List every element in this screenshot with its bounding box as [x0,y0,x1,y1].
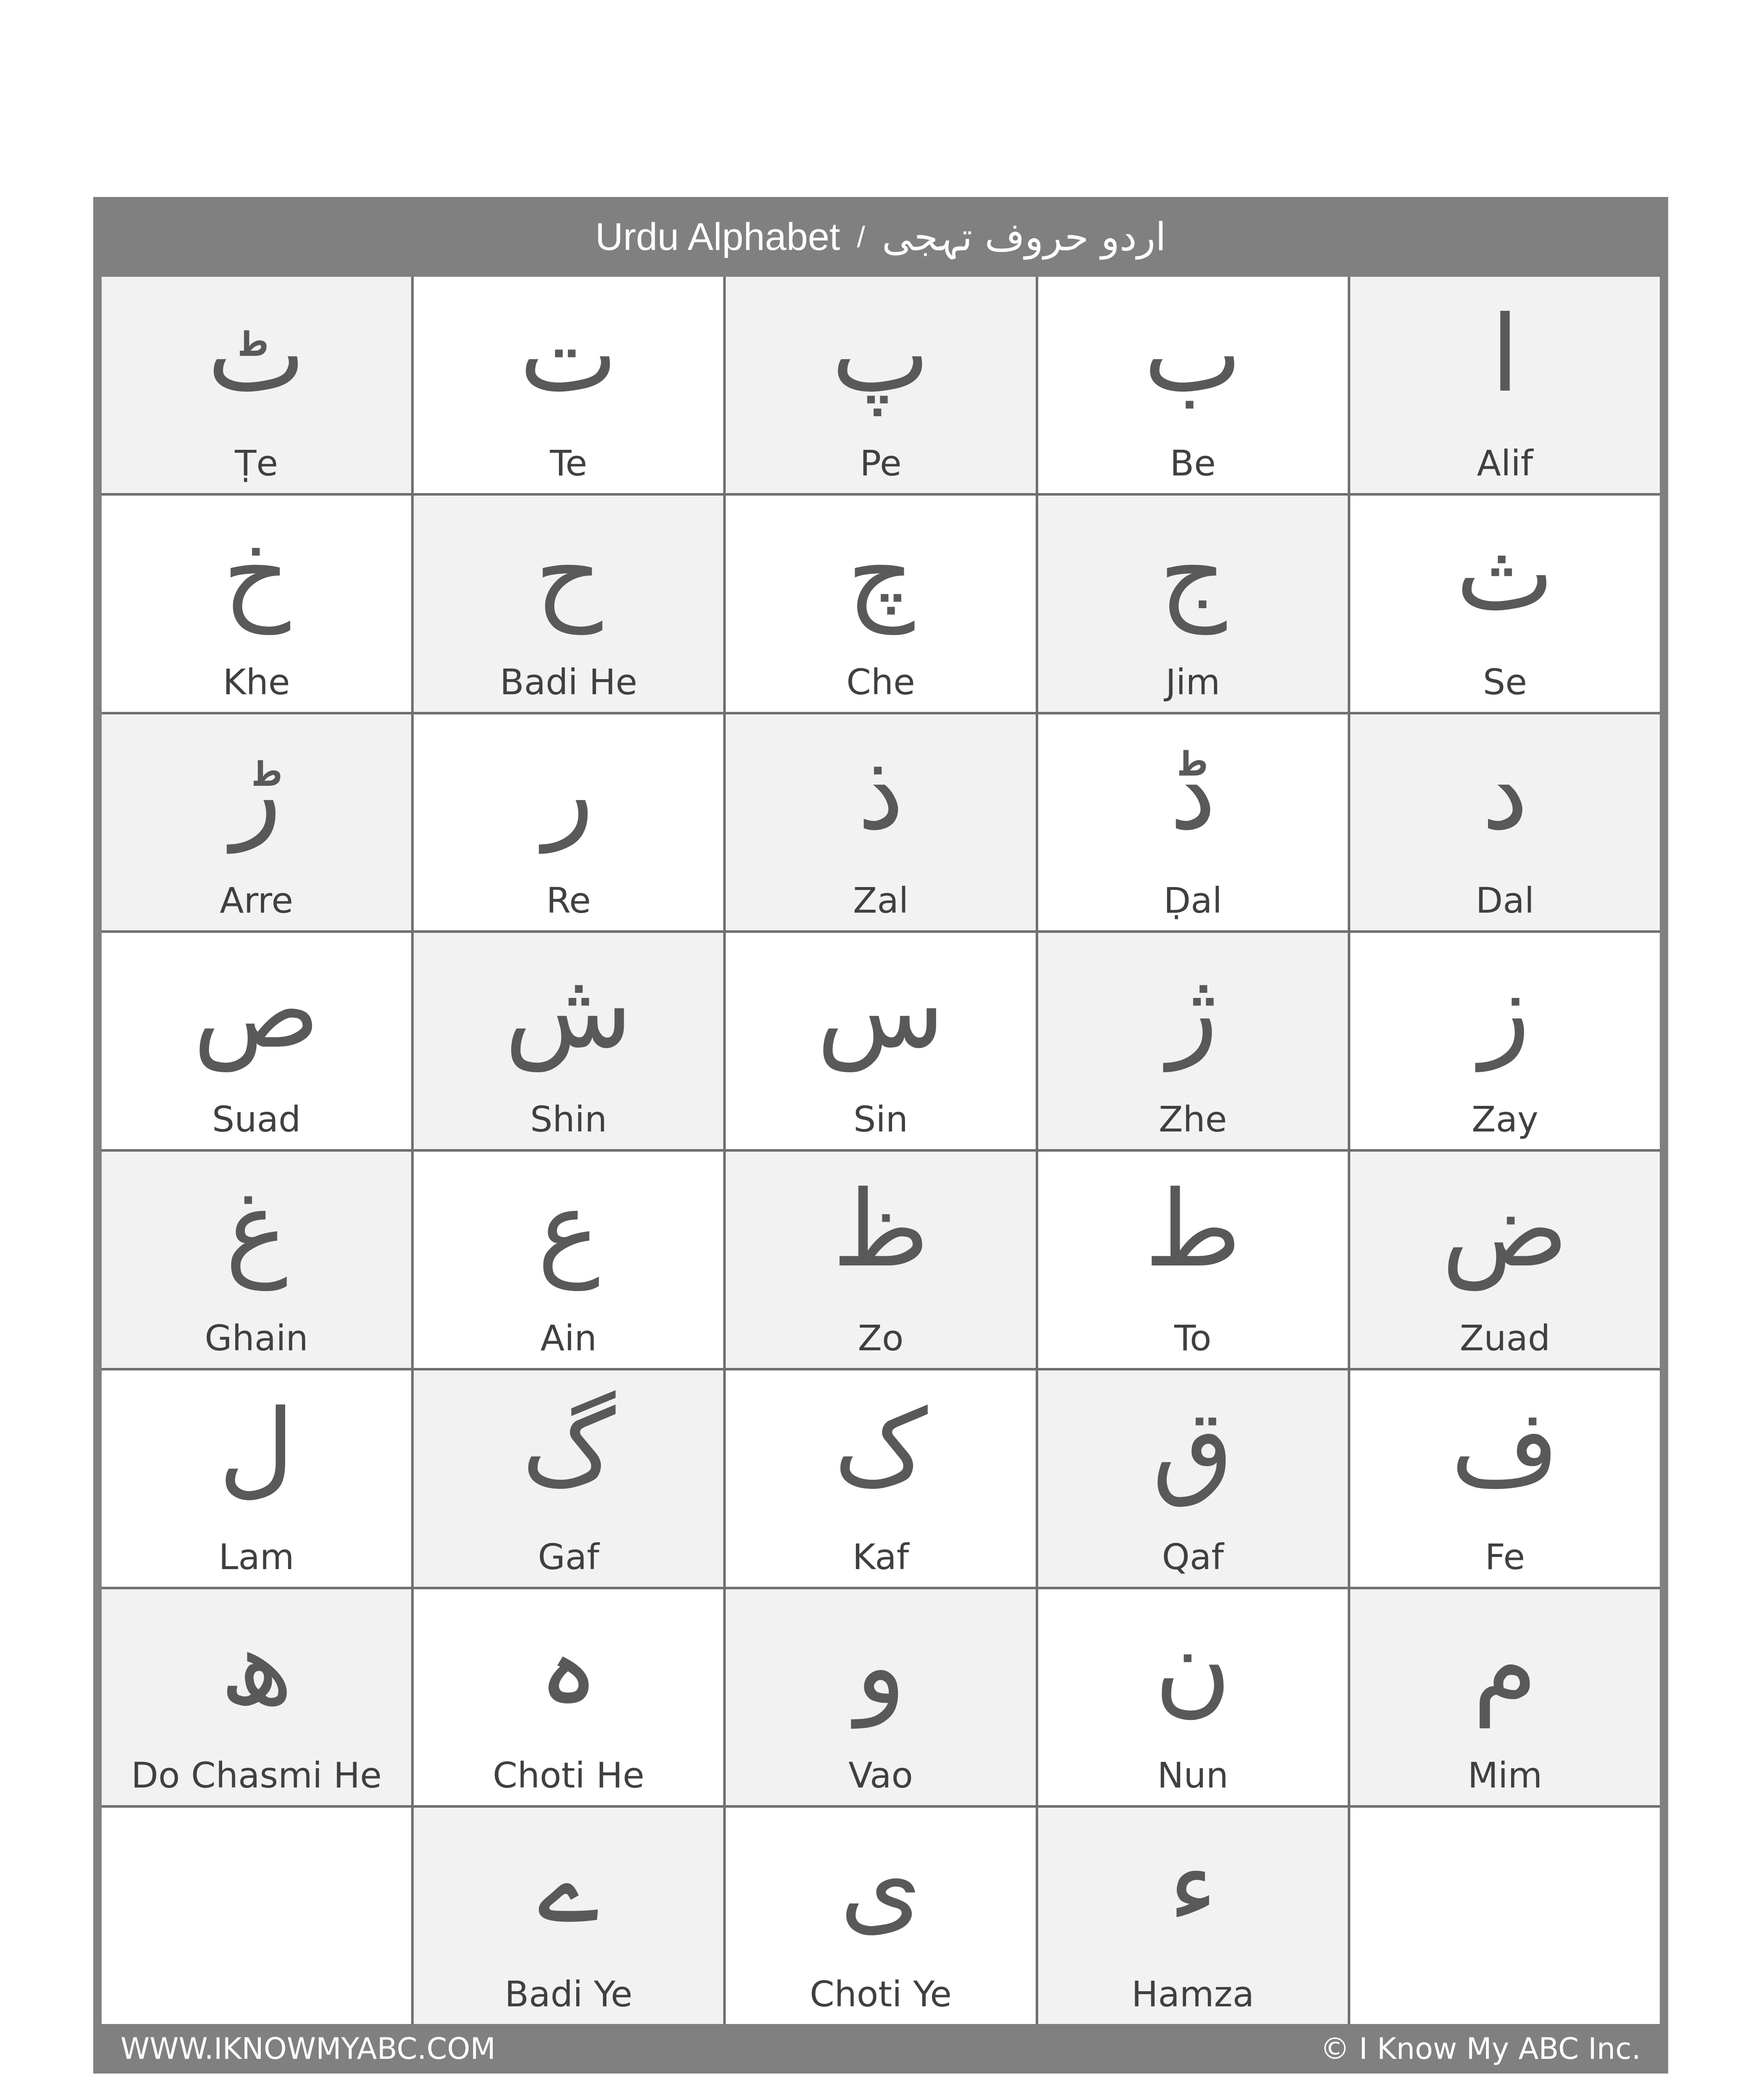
letter-cell [1038,714,1348,931]
letter-grid [102,277,1660,2024]
letter-glyph: ض [1441,1168,1569,1290]
letter-glyph: ک [834,1386,928,1509]
letter-glyph: ڑ [231,730,282,853]
letter-glyph: ب [1143,293,1242,415]
letter-name: Sin [853,1099,908,1140]
letter-cell [1350,714,1660,931]
letter-name: To [1174,1317,1212,1359]
letter-glyph: ء [1168,1824,1218,1947]
letter-name: Pe [860,442,902,484]
letter-cell [102,496,411,712]
letter-glyph: ص [193,949,320,1072]
letter-name: Fe [1485,1536,1525,1578]
letter-cell [726,1370,1035,1587]
letter-name: Zay [1472,1099,1538,1140]
letter-cell [1350,1589,1660,1806]
letter-cell [414,1370,723,1587]
letter-glyph: ٹ [207,293,306,415]
letter-cell [726,1808,1035,2024]
letter-glyph: ن [1154,1605,1231,1728]
letter-glyph: ی [840,1824,922,1947]
letter-name: Ghain [205,1317,308,1359]
title-english: Urdu Alphabet [595,215,840,258]
letter-glyph: غ [225,1168,288,1290]
letter-glyph: ث [1455,512,1555,634]
letter-name: Suad [212,1099,301,1140]
letter-cell [1350,496,1660,712]
letter-name: Se [1483,661,1527,703]
letter-cell [1038,277,1348,493]
letter-name: Jim [1165,661,1220,703]
letter-glyph: ز [1480,949,1530,1072]
letter-glyph: ذ [857,730,904,853]
chart-header [93,197,1668,277]
letter-glyph: ھ [220,1605,293,1728]
letter-name: Kaf [852,1536,909,1578]
letter-name: Badi Ye [504,1974,632,2015]
letter-cell [102,1152,411,1368]
letter-glyph: ع [537,1168,600,1290]
letter-glyph: ف [1450,1386,1559,1509]
letter-glyph: پ [831,293,930,415]
letter-name: Be [1170,442,1216,484]
letter-name: Zo [858,1317,904,1359]
letter-cell [414,496,723,712]
letter-name: Nun [1157,1755,1228,1796]
letter-cell [414,933,723,1149]
letter-cell [414,714,723,931]
letter-glyph: ش [504,949,633,1072]
letter-cell [414,1808,723,2024]
letter-glyph: ا [1490,293,1520,415]
letter-glyph: ج [1159,512,1227,634]
letter-cell [1038,1808,1348,2024]
letter-cell [414,277,723,493]
letter-glyph: ل [218,1386,295,1509]
letter-name: Vao [848,1755,913,1796]
letter-name: Mim [1467,1755,1543,1796]
letter-glyph: ہ [538,1605,600,1728]
letter-glyph: ق [1152,1386,1234,1509]
letter-cell [726,714,1035,931]
copyright-notice: © I Know My ABC Inc. [1320,2032,1641,2066]
letter-glyph: ڈ [1169,730,1216,853]
letter-name: Choti He [493,1755,645,1796]
letter-cell [414,1152,723,1368]
letter-cell [726,1152,1035,1368]
letter-cell [1038,1370,1348,1587]
letter-name: Che [846,661,915,703]
letter-name: Zhe [1158,1099,1227,1140]
letter-name: Ḍal [1163,880,1222,921]
letter-name: Zuad [1459,1317,1551,1359]
alphabet-chart [93,197,1668,2074]
letter-glyph: گ [521,1386,616,1509]
letter-glyph [1350,1816,1660,1955]
letter-name: Shin [530,1099,607,1140]
letter-cell [1350,277,1660,493]
letter-cell [102,277,411,493]
letter-glyph: م [1472,1605,1538,1728]
letter-name: Te [550,442,588,484]
title-separator: / [857,220,865,253]
letter-name: Dal [1475,880,1535,921]
letter-cell [726,277,1035,493]
letter-glyph: س [816,949,945,1072]
letter-name: Khe [223,661,290,703]
letter-name: Re [546,880,591,921]
letter-name: Choti Ye [809,1974,952,2015]
letter-glyph: ر [543,730,594,853]
letter-name: Arre [220,880,294,921]
letter-glyph [102,1816,411,1955]
letter-cell [1038,1589,1348,1806]
letter-cell [1038,1152,1348,1368]
website-link[interactable]: WWW.IKNOWMYABC.COM [121,2032,496,2066]
letter-name: Ṭe [235,442,278,484]
letter-glyph: خ [222,512,291,634]
letter-cell [102,933,411,1149]
letter-glyph: ژ [1167,949,1218,1072]
letter-name: Hamza [1131,1974,1254,2015]
title-urdu: اردو حروف تہجی [882,214,1166,260]
letter-cell [102,714,411,931]
letter-cell [726,1589,1035,1806]
letter-glyph: ط [1144,1168,1241,1290]
letter-cell [102,1589,411,1806]
letter-glyph: و [855,1605,906,1728]
letter-name: Do Chasmi He [131,1755,382,1796]
letter-name: Lam [218,1536,294,1578]
letter-cell [1038,496,1348,712]
letter-glyph: د [1481,730,1529,853]
letter-cell [1038,933,1348,1149]
letter-glyph: ظ [832,1168,929,1290]
letter-cell [726,496,1035,712]
letter-cell [1350,1152,1660,1368]
empty-cell [1350,1808,1660,2024]
letter-name: Zal [853,880,909,921]
letter-cell [726,933,1035,1149]
letter-cell [102,1370,411,1587]
letter-name: Qaf [1162,1536,1224,1578]
letter-name: Ain [540,1317,597,1359]
letter-glyph: ح [535,512,603,634]
letter-glyph: ت [519,293,618,415]
letter-glyph: چ [847,512,915,634]
chart-footer [93,2024,1668,2074]
letter-name: Badi He [500,661,638,703]
letter-cell [1350,933,1660,1149]
empty-cell [102,1808,411,2024]
letter-name: Gaf [538,1536,599,1578]
letter-name: Alif [1477,442,1533,484]
letter-cell [1350,1370,1660,1587]
letter-cell [414,1589,723,1806]
letter-glyph: ے [538,1824,600,1947]
